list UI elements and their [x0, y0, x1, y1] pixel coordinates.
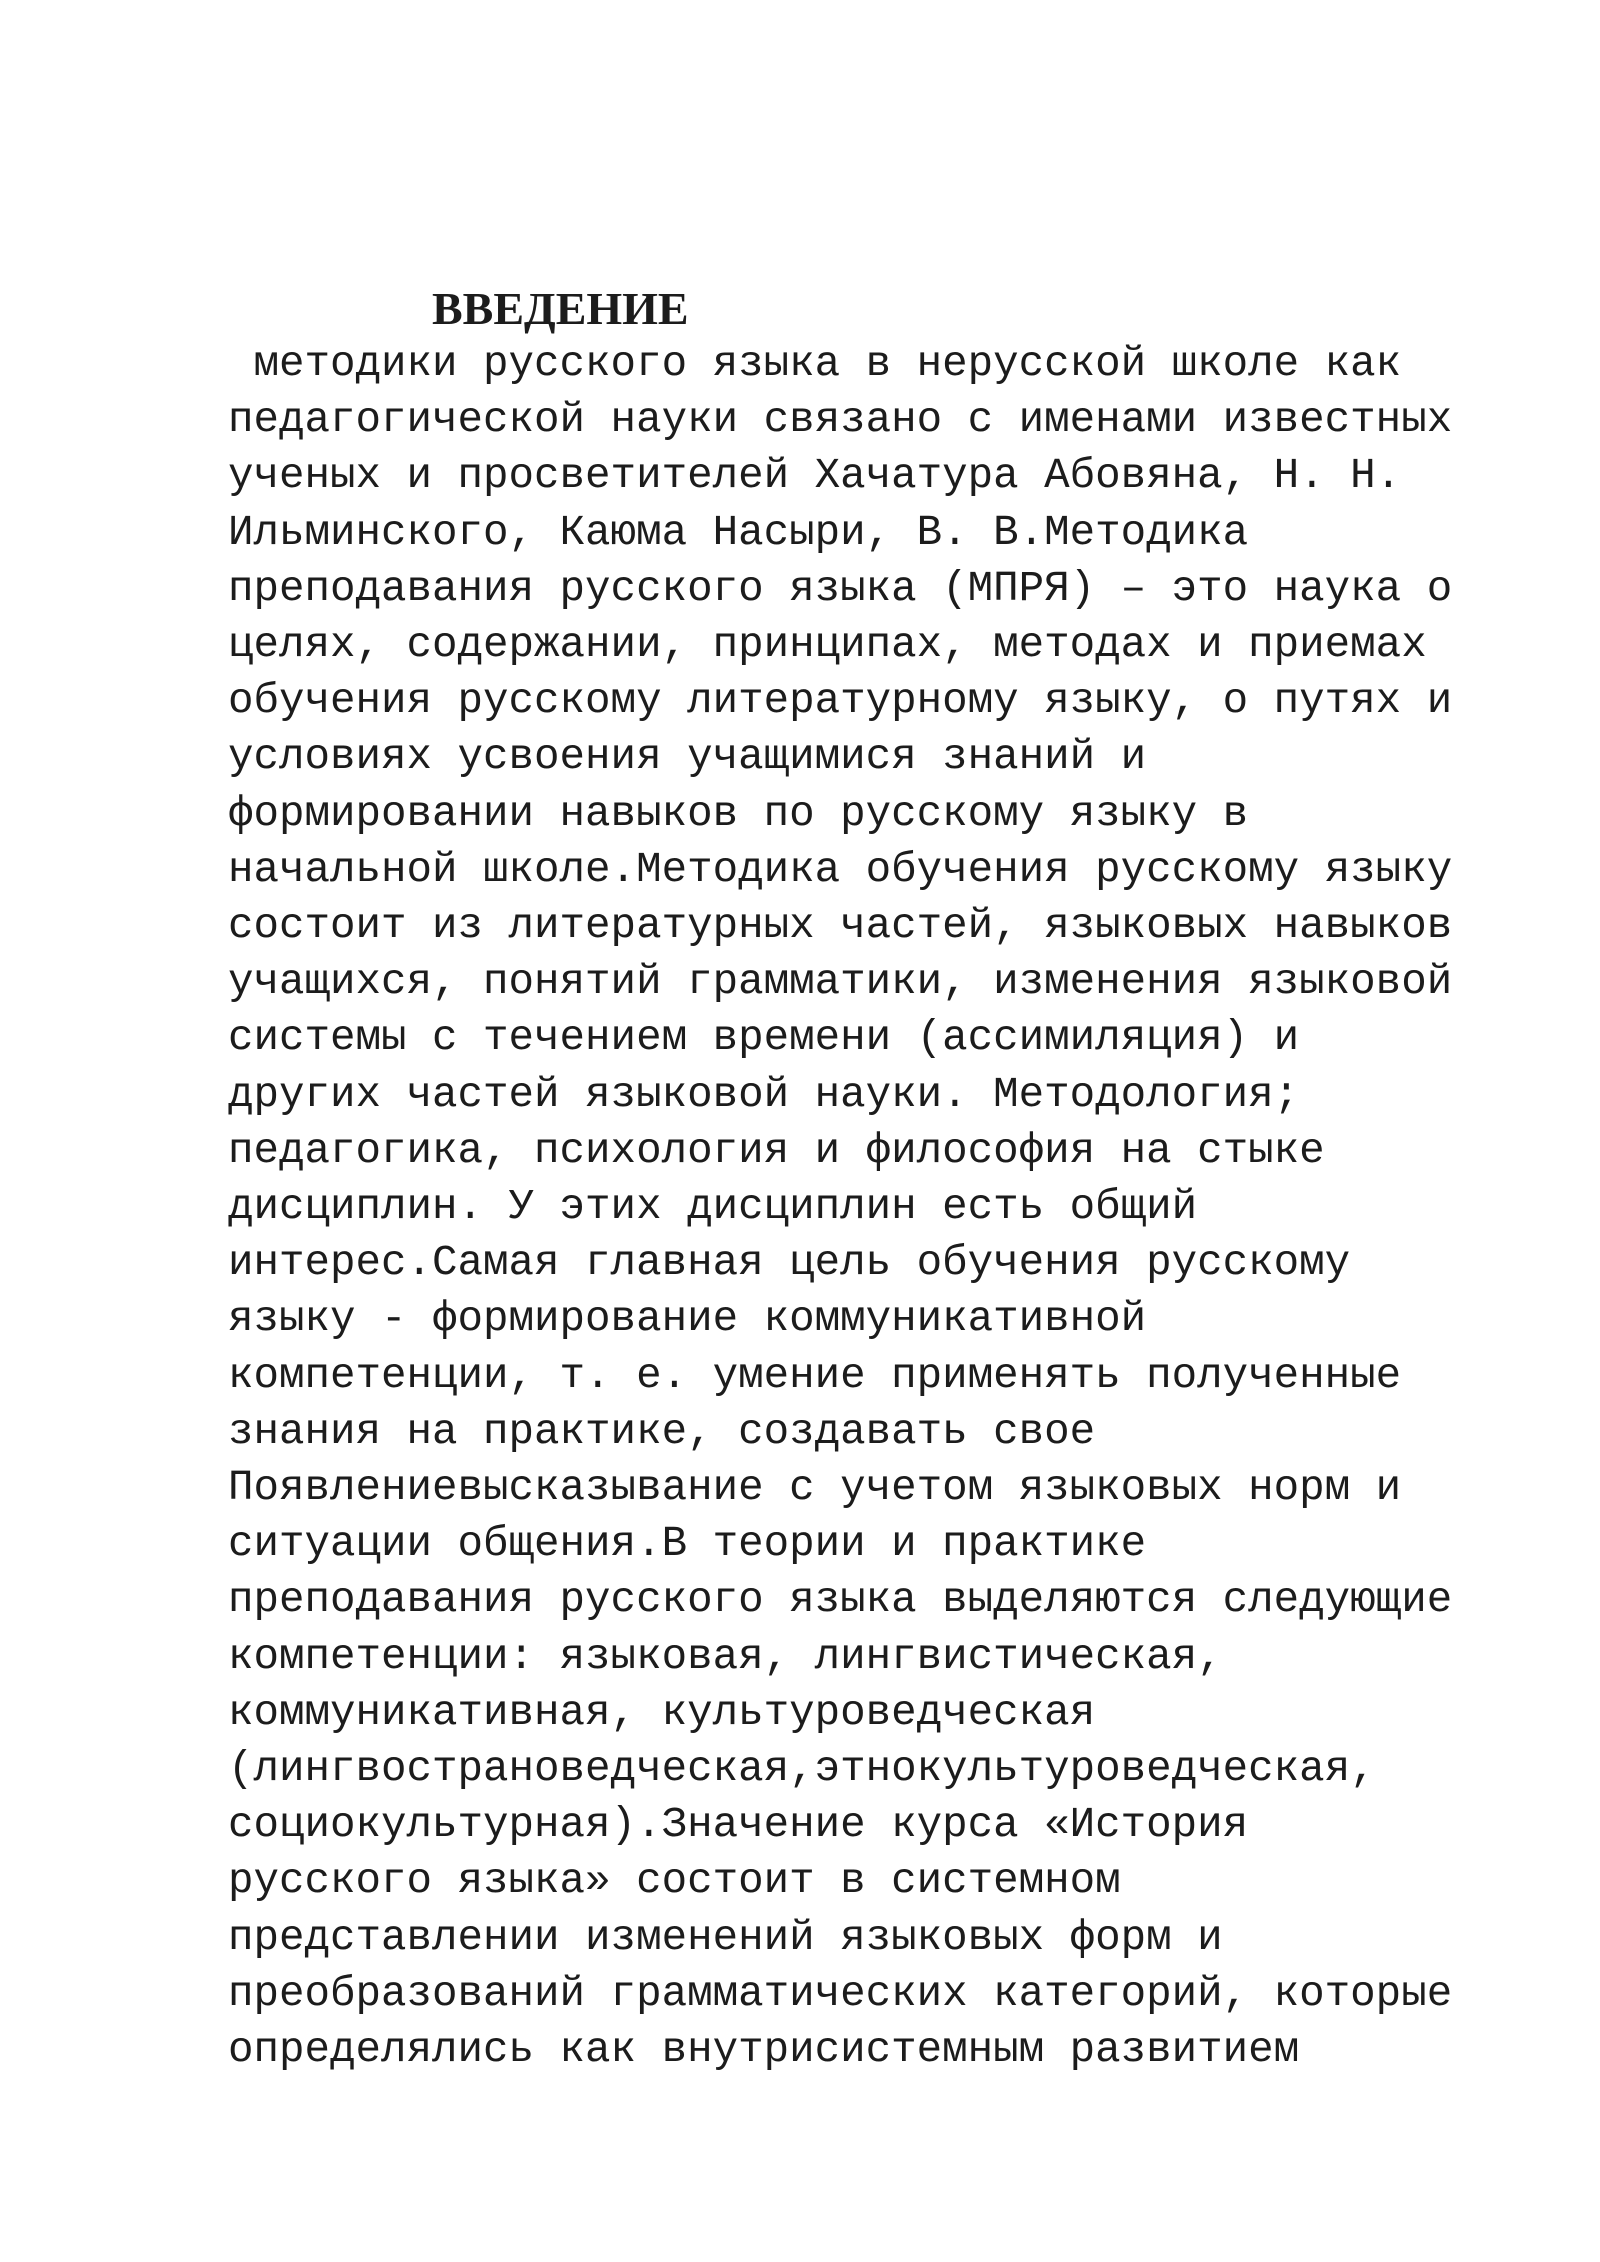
text-line: преподавания русского языка (МПРЯ) – это наука о	[228, 564, 1453, 613]
text-line: представлении изменений языковых форм и	[228, 1913, 1223, 1962]
text-line: знания на практике, создавать свое	[228, 1407, 1096, 1456]
text-line: системы с течением времени (ассимиляция) и	[228, 1014, 1300, 1063]
text-line: ситуации общения.В теории и практике	[228, 1520, 1147, 1569]
document-body	[228, 336, 1528, 2078]
text-line: определялись как внутрисистемным развитием	[228, 2026, 1300, 2075]
text-line: целях, содержании, принципах, методах и приемах	[228, 621, 1427, 670]
text-line: компетенции, т. е. умение применять полученные	[228, 1351, 1402, 1400]
text-line: интерес.Самая главная цель обучения русскому	[228, 1239, 1351, 1288]
text-line: педагогика, психология и философия на стыке	[228, 1126, 1325, 1175]
text-line: социокультурная).Значение курса «История	[228, 1801, 1249, 1850]
text-line: компетенции: языковая, лингвистическая,	[228, 1632, 1223, 1681]
document-heading: ВВЕДЕНИЕ	[432, 283, 689, 334]
text-line: состоит из литературных частей, языковых навыков	[228, 902, 1453, 951]
text-line: методики русского языка в нерусской школе как	[228, 340, 1402, 388]
text-line: языку - формирование коммуникативной	[228, 1295, 1147, 1344]
text-line: условиях усвоения учащимися знаний и	[228, 733, 1147, 782]
text-line: других частей языковой науки. Методология;	[228, 1070, 1300, 1119]
text-line: коммуникативная, культуроведческая	[228, 1688, 1096, 1737]
text-line: Появлениевысказывание с учетом языковых норм и	[228, 1464, 1402, 1513]
text-line: Ильминского, Каюма Насыри, В. В.Методика	[228, 508, 1249, 557]
text-line: формировании навыков по русскому языку в	[228, 789, 1249, 838]
text-line: русского языка» состоит в системном	[228, 1857, 1121, 1906]
text-line: педагогической науки связано с именами известных	[228, 396, 1453, 445]
text-line: преподавания русского языка выделяются следующие	[228, 1576, 1453, 1625]
text-line: начальной школе.Методика обучения русскому языку	[228, 845, 1453, 894]
text-line: обучения русскому литературному языку, о путях и	[228, 677, 1453, 726]
text-line: ученых и просветителей Хачатура Абовяна, Н. Н.	[228, 452, 1402, 501]
text-line: преобразований грамматических категорий, которые	[228, 1969, 1453, 2018]
text-line: дисциплин. У этих дисциплин есть общий	[228, 1183, 1198, 1232]
text-line: учащихся, понятий грамматики, изменения языковой	[228, 958, 1453, 1007]
text-line: (лингвострановедческая,этнокультуроведческая,	[228, 1745, 1376, 1794]
